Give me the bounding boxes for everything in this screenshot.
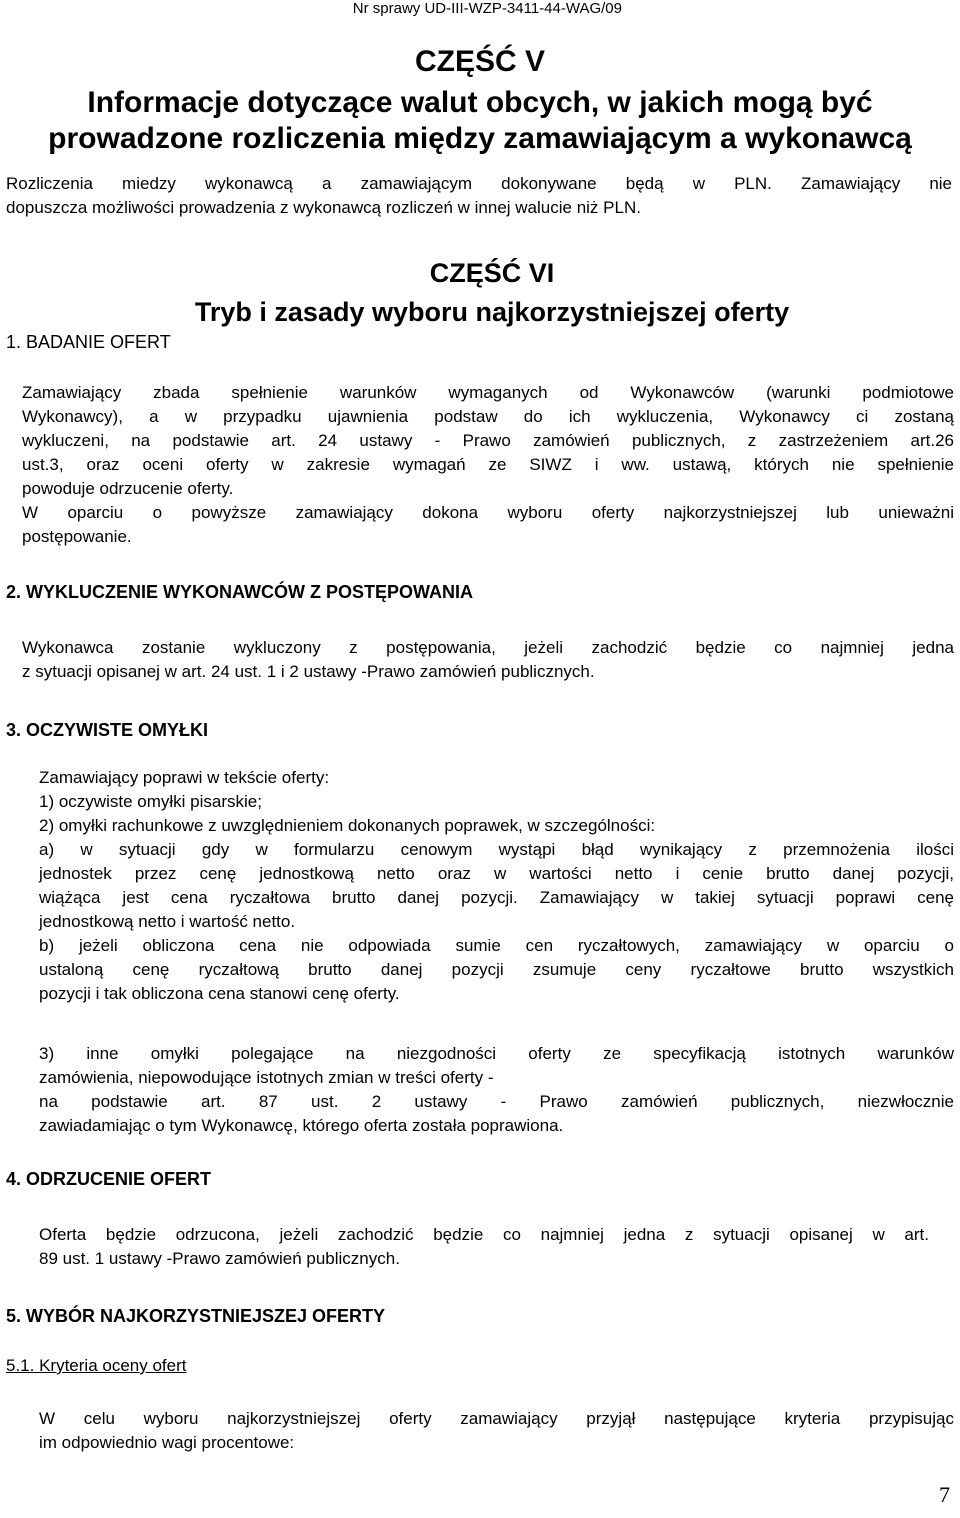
- part6-subtitle: Tryb i zasady wyboru najkorzystniejszej oferty: [194, 297, 790, 327]
- part5-paragraph: [6, 172, 952, 220]
- text-line: ustaloną cenę ryczałtową brutto danej pozycji zsumuje ceny ryczałtowe brutto wszystkich: [39, 960, 954, 979]
- section-2-body: [22, 636, 954, 684]
- text-line: Wykonawcy), a w przypadku ujawnienia podstaw do ich wykluczenia, Wykonawcy ci zostaną: [22, 407, 954, 426]
- part6-title: CZĘŚĆ VI: [429, 258, 555, 288]
- part5-subtitle-line-2: prowadzone rozliczenia między zamawiającym a wykonawcą: [48, 122, 912, 155]
- text-line: Wykonawca zostanie wykluczony z postępowania, jeżeli zachodzić będzie co najmniej jedna: [22, 638, 954, 657]
- text-line: wiążąca jest cena ryczałtowa brutto danej pozycji. Zamawiający w takiej sytuacji poprawi cenę: [39, 888, 954, 907]
- section-3-body-2: [39, 1042, 954, 1138]
- text-line: 2) omyłki rachunkowe z uwzględnieniem dokonanych poprawek, w szczególności:: [39, 816, 656, 835]
- section-5-heading: 5. WYBÓR NAJKORZYSTNIEJSZEJ OFERTY: [6, 1306, 386, 1326]
- text-line: a) w sytuacji gdy w formularzu cenowym wystąpi błąd wynikający z przemnożenia ilości: [39, 840, 954, 859]
- section-1-body: [22, 381, 954, 549]
- part5-subtitle-line-1: Informacje dotyczące walut obcych, w jakich mogą być: [87, 86, 873, 119]
- text-line: W celu wyboru najkorzystniejszej oferty zamawiający przyjął następujące kryteria przypisując: [39, 1409, 954, 1428]
- section-4-heading: 4. ODRZUCENIE OFERT: [6, 1169, 212, 1189]
- text-line: Zamawiający poprawi w tekście oferty:: [39, 768, 330, 787]
- text-line: pozycji i tak obliczona cena stanowi cenę oferty.: [39, 984, 400, 1003]
- section-3-heading: 3. OCZYWISTE OMYŁKI: [6, 720, 209, 740]
- text-line: jednostkową netto i wartość netto.: [39, 912, 296, 931]
- text-line: W oparciu o powyższe zamawiający dokona wyboru oferty najkorzystniejszej lub unieważni: [22, 503, 954, 522]
- page-number: 7: [939, 1482, 950, 1507]
- section-5-1-heading: 5.1. Kryteria oceny ofert: [6, 1356, 187, 1375]
- text-line: zawiadamiając o tym Wykonawcę, którego oferta została poprawiona.: [39, 1116, 564, 1135]
- text-line: wykluczeni, na podstawie art. 24 ustawy - Prawo zamówień publicznych, z zastrzeżeniem art.26: [22, 431, 954, 450]
- text-line: na podstawie art. 87 ust. 2 ustawy - Prawo zamówień publicznych, niezwłocznie: [39, 1092, 954, 1111]
- case-number: Nr sprawy UD-III-WZP-3411-44-WAG/09: [352, 0, 622, 17]
- text-line: Zamawiający zbada spełnienie warunków wymaganych od Wykonawców (warunki podmiotowe: [22, 383, 954, 402]
- section-5-body: [39, 1407, 954, 1455]
- text-line: ust.3, oraz oceni oferty w zakresie wymagań ze SIWZ i ww. ustawą, których nie spełnienie: [22, 455, 954, 474]
- text-line: postępowanie.: [22, 527, 132, 546]
- text-line: powoduje odrzucenie oferty.: [22, 479, 234, 498]
- section-2-heading: 2. WYKLUCZENIE WYKONAWCÓW Z POSTĘPOWANIA: [6, 582, 473, 602]
- text-line: 1) oczywiste omyłki pisarskie;: [39, 792, 262, 811]
- text-line: z sytuacji opisanej w art. 24 ust. 1 i 2 ustawy -Prawo zamówień publicznych.: [22, 662, 595, 681]
- text-line: Oferta będzie odrzucona, jeżeli zachodzić będzie co najmniej jedna z sytuacji opisanej w art.: [39, 1225, 929, 1244]
- text-line: dopuszcza możliwości prowadzenia z wykonawcą rozliczeń w innej walucie niż PLN.: [6, 198, 641, 217]
- text-line: Rozliczenia miedzy wykonawcą a zamawiającym dokonywane będą w PLN. Zamawiający nie: [6, 174, 952, 193]
- section-1-heading: 1. BADANIE OFERT: [6, 332, 171, 352]
- section-4-body: [39, 1223, 929, 1271]
- section-3-body: [39, 766, 954, 1006]
- part5-title: CZĘŚĆ V: [414, 45, 546, 78]
- text-line: b) jeżeli obliczona cena nie odpowiada sumie cen ryczałtowych, zamawiający w oparciu o: [39, 936, 954, 955]
- text-line: 3) inne omyłki polegające na niezgodności oferty ze specyfikacją istotnych warunków: [39, 1044, 954, 1063]
- text-line: 89 ust. 1 ustawy -Prawo zamówień publicznych.: [39, 1249, 400, 1268]
- text-line: jednostek przez cenę jednostkową netto oraz w wartości netto i cenie brutto danej pozycji,: [39, 864, 954, 883]
- text-line: zamówienia, niepowodujące istotnych zmian w treści oferty -: [39, 1068, 494, 1087]
- text-line: im odpowiednio wagi procentowe:: [39, 1433, 295, 1452]
